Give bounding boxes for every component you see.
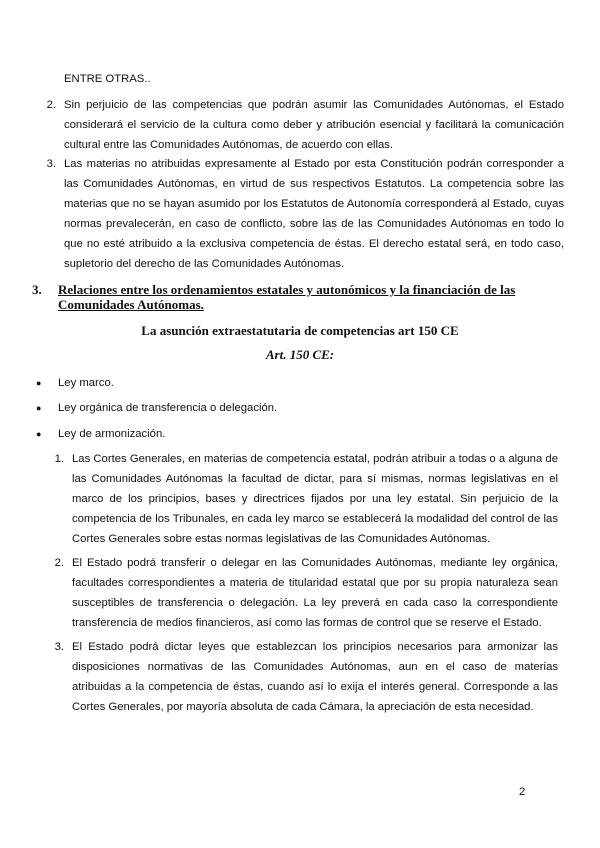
list-b-number-2: 2. <box>54 557 64 569</box>
bullet-icon: ● <box>36 429 42 439</box>
bullet-icon: ● <box>36 403 42 413</box>
bullet-ley-marco: Ley marco. <box>58 377 114 389</box>
list-b-number-1: 1. <box>54 453 64 465</box>
list-b-item-3: El Estado podrá dictar leyes que establezcan los principios necesarios para armonizar las disposiciones normativas de las Comunidades Autónomas, aun en el caso de materias atribuidas a la competencia de éstas, cuando así lo exija el interés general. Corresponde a las Cortes Generales, por mayoría absoluta de cada Cámara, la apreciación de esta necesidad. <box>72 641 558 713</box>
list-b-item-2: El Estado podrá transferir o delegar en las Comunidades Autónomas, mediante ley orgánica, facultades correspondientes a materia de titularidad estatal que por su propia naturaleza sean susceptibles de transferencia o delegación. La ley preverá en cada caso la correspondiente transferencia de medios financieros, así como las formas de control que se reserve el Estado. <box>72 557 558 629</box>
section-title: Relaciones entre los ordenamientos estatales y autonómicos y la financiación de las Comunidades Autónomas. <box>58 282 516 312</box>
bullet-icon: ● <box>36 378 42 388</box>
page-number: 2 <box>519 786 526 798</box>
list-a-item-2: Sin perjuicio de las competencias que podrán asumir las Comunidades Autónomas, el Estado considerará el servicio de la cultura como deber y atribución esencial y facilitará la comunicación cultural entre las Comunidades Autónomas, de acuerdo con ellas. <box>64 99 564 151</box>
list-a-number-2: 2. <box>46 99 56 111</box>
section-number: 3. <box>32 282 42 297</box>
list-b-item-1: Las Cortes Generales, en materias de competencia estatal, podrán atribuir a todas o a alguna de las Comunidades Autónomas la facultad de dictar, para sí mismas, normas legislativas en el marco de los principios, bases y directrices fijados por una ley estatal. Sin perjuicio de la competencia de los Tribunales, en cada ley marco se establecerá la modalidad del control de las Cortes Generales sobre estas normas legislativas de las Comunidades Autónomas. <box>72 453 558 545</box>
list-a-number-3: 3. <box>46 158 56 170</box>
subtitle: La asunción extraestatutaria de competencias art 150 CE <box>141 323 459 338</box>
intro-line: ENTRE OTRAS.. <box>64 73 151 85</box>
article-title: Art. 150 CE: <box>265 347 335 362</box>
bullet-ley-armonizacion: Ley de armonización. <box>58 428 166 440</box>
list-a-item-3: Las materias no atribuidas expresamente al Estado por esta Constitución podrán corresponder a las Comunidades Autónomas, en virtud de sus respectivos Estatutos. La competencia sobre las materias que no se hayan asumido por los Estatutos de Autonomía corresponderá al Estado, cuyas normas prevalecerán, en caso de conflicto, sobre las de las Comunidades Autónomas en todo lo que no esté atribuido a la exclusiva competencia de éstas. El derecho estatal será, en todo caso, supletorio del derecho de las Comunidades Autónomas. <box>64 158 564 270</box>
list-b-number-3: 3. <box>54 641 64 653</box>
bullet-ley-organica: Ley orgánica de transferencia o delegación. <box>58 402 278 414</box>
